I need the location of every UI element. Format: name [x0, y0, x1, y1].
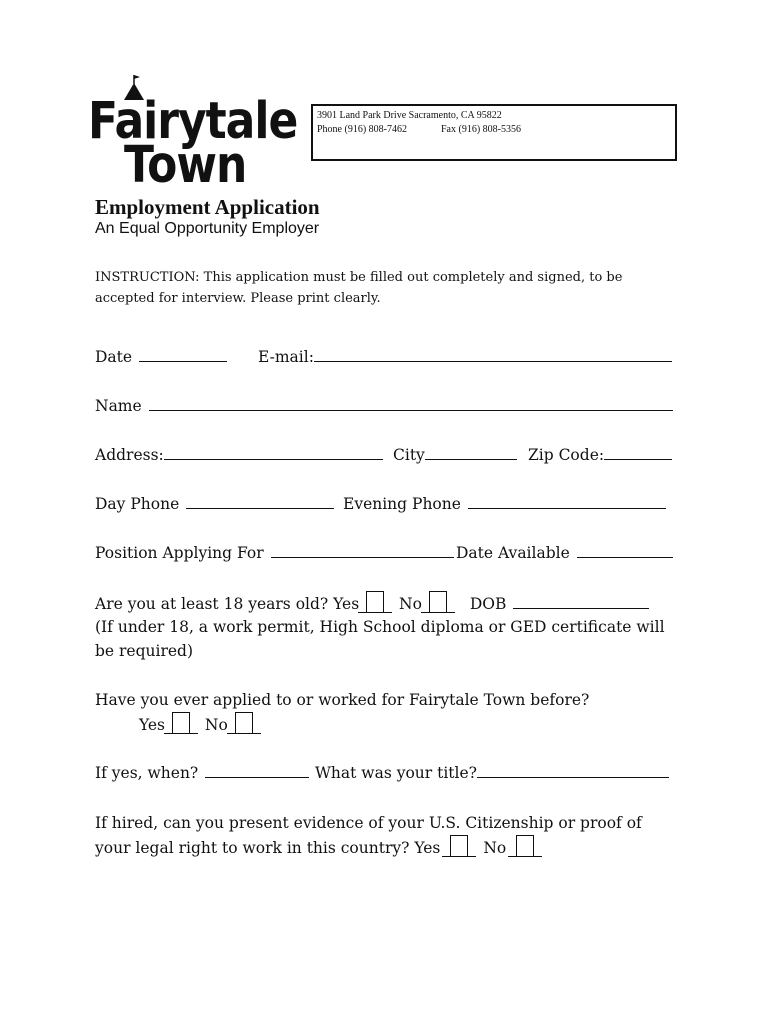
age-note-line-2: be required) — [95, 642, 194, 660]
age-note-line-1: (If under 18, a work permit, High School diploma or GED certificate will — [95, 618, 665, 636]
page-subtitle: An Equal Opportunity Employer — [95, 220, 320, 237]
applied-yes-checkbox[interactable] — [172, 712, 190, 734]
city-input-line[interactable] — [425, 445, 517, 460]
city-label: City — [393, 446, 425, 464]
email-label: E-mail: — [258, 348, 314, 366]
fax-number: Fax (916) 808-5356 — [441, 124, 521, 135]
dob-input-line[interactable] — [513, 594, 649, 609]
dob-label: DOB — [469, 595, 507, 613]
when-field-row — [95, 762, 309, 784]
day-phone-input-line[interactable] — [186, 494, 334, 509]
date-field-row — [95, 346, 227, 368]
day-phone-field-row — [95, 493, 334, 515]
when-input-line[interactable] — [205, 763, 309, 778]
evening-phone-input-line[interactable] — [468, 494, 666, 509]
citizenship-no-checkbox[interactable] — [516, 835, 534, 857]
citizenship-question-row — [95, 835, 536, 859]
evening-phone-label: Evening Phone — [343, 495, 461, 513]
zip-input-line[interactable] — [604, 445, 672, 460]
name-field-row — [95, 395, 673, 417]
applied-before-question: Have you ever applied to or worked for Fairytale Town before? — [95, 691, 590, 709]
page-title: Employment Application — [95, 195, 320, 219]
address-field-row — [95, 444, 383, 466]
date-input-line[interactable] — [139, 347, 227, 362]
address-input-line[interactable] — [164, 445, 383, 460]
age-question-text: Are you at least 18 years old? — [95, 595, 329, 613]
age-no-checkbox[interactable] — [429, 591, 447, 613]
citizenship-no-label: No — [483, 839, 507, 857]
date-label: Date — [95, 348, 133, 366]
date-available-field-row — [456, 542, 673, 564]
applied-before-answer-row — [139, 712, 255, 736]
instruction-text: INSTRUCTION: This application must be filled out completely and signed, to be accepted for interview. Please print clearly. — [95, 270, 623, 306]
position-label: Position Applying For — [95, 544, 264, 562]
applied-no-checkbox[interactable] — [235, 712, 253, 734]
applied-no-label: No — [204, 716, 228, 734]
day-phone-label: Day Phone — [95, 495, 180, 513]
name-label: Name — [95, 397, 142, 415]
email-input-line[interactable] — [314, 347, 672, 362]
citizenship-question-line-1: If hired, can you present evidence of your U.S. Citizenship or proof of — [95, 814, 642, 832]
address-label: Address: — [95, 446, 164, 464]
date-available-label: Date Available — [456, 544, 570, 562]
zip-label: Zip Code: — [528, 446, 605, 464]
age-no-label: No — [399, 595, 422, 613]
street-address: 3901 Land Park Drive Sacramento, CA 95822 — [317, 110, 502, 121]
citizenship-yes-checkbox[interactable] — [450, 835, 468, 857]
fairytale-town-logo — [88, 74, 298, 195]
evening-phone-field-row — [343, 493, 666, 515]
email-field-row — [258, 346, 672, 368]
date-available-input-line[interactable] — [577, 543, 673, 558]
logo-line-fairytale: Fairytale — [88, 92, 298, 151]
zip-field-row — [528, 444, 672, 466]
applied-yes-label: Yes — [139, 716, 166, 734]
previous-title-label: What was your title? — [315, 764, 477, 782]
logo-line-town: Town — [124, 136, 247, 195]
citizenship-question-line-2: your legal right to work in this country? — [95, 839, 410, 857]
age-yes-checkbox[interactable] — [366, 591, 384, 613]
name-input-line[interactable] — [149, 396, 673, 411]
when-label: If yes, when? — [95, 764, 199, 782]
age-question-row — [95, 591, 649, 615]
position-field-row — [95, 542, 454, 564]
age-yes-label: Yes — [333, 595, 360, 613]
city-field-row — [393, 444, 517, 466]
previous-title-field-row — [315, 762, 669, 784]
phone-number: Phone (916) 808-7462 — [317, 124, 407, 135]
position-input-line[interactable] — [271, 543, 454, 558]
address-box — [311, 104, 677, 161]
citizenship-yes-label: Yes — [414, 839, 441, 857]
previous-title-input-line[interactable] — [477, 763, 669, 778]
